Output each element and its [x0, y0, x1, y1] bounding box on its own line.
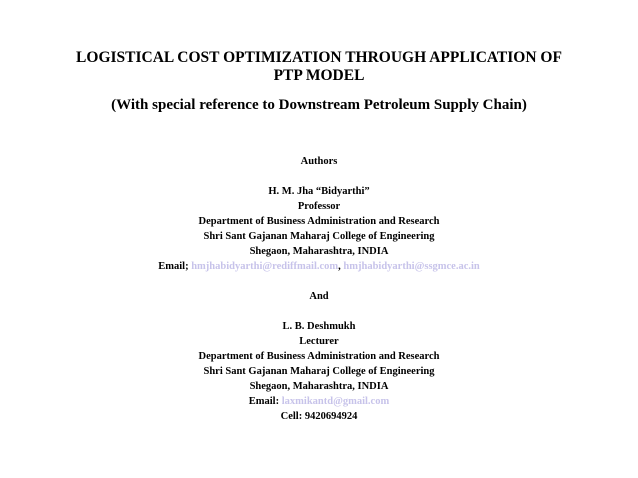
- email-separator: ,: [338, 261, 341, 272]
- author1-department: Department of Business Administration and Research: [198, 216, 440, 227]
- author1-location: Shegaon, Maharashtra, INDIA: [249, 246, 389, 257]
- author1-college: Shri Sant Gajanan Maharaj College of Engineering: [203, 231, 435, 242]
- author2-location: Shegaon, Maharashtra, INDIA: [249, 381, 389, 392]
- author2-department: Department of Business Administration and Research: [198, 351, 440, 362]
- author2-cell: Cell: 9420694924: [280, 411, 358, 422]
- author1-email-label: Email;: [158, 261, 189, 272]
- author2-position: Lecturer: [299, 336, 339, 347]
- paper-title-line-2: PTP MODEL: [273, 67, 365, 84]
- author1-position: Professor: [297, 201, 341, 212]
- author1-name: H. M. Jha “Bidyarthi”: [268, 186, 370, 197]
- author2-email-link[interactable]: laxmikantd@gmail.com: [281, 396, 390, 407]
- author1-email-link-1[interactable]: hmjhabidyarthi@rediffmail.com: [191, 261, 339, 272]
- author1-email-line: [0, 260, 638, 274]
- paper-title-line-1: LOGISTICAL COST OPTIMIZATION THROUGH APPLICATION OF: [76, 49, 562, 66]
- author2-email-line: [0, 395, 638, 409]
- author2-name: L. B. Deshmukh: [282, 321, 356, 332]
- author2-college: Shri Sant Gajanan Maharaj College of Engineering: [203, 366, 435, 377]
- authors-heading: Authors: [300, 156, 338, 167]
- author1-email-link-2[interactable]: hmjhabidyarthi@ssgmce.ac.in: [343, 261, 480, 272]
- paper-subtitle: (With special reference to Downstream Petroleum Supply Chain): [111, 97, 527, 113]
- conjunction-and: And: [309, 291, 329, 302]
- author2-email-label: Email:: [248, 396, 280, 407]
